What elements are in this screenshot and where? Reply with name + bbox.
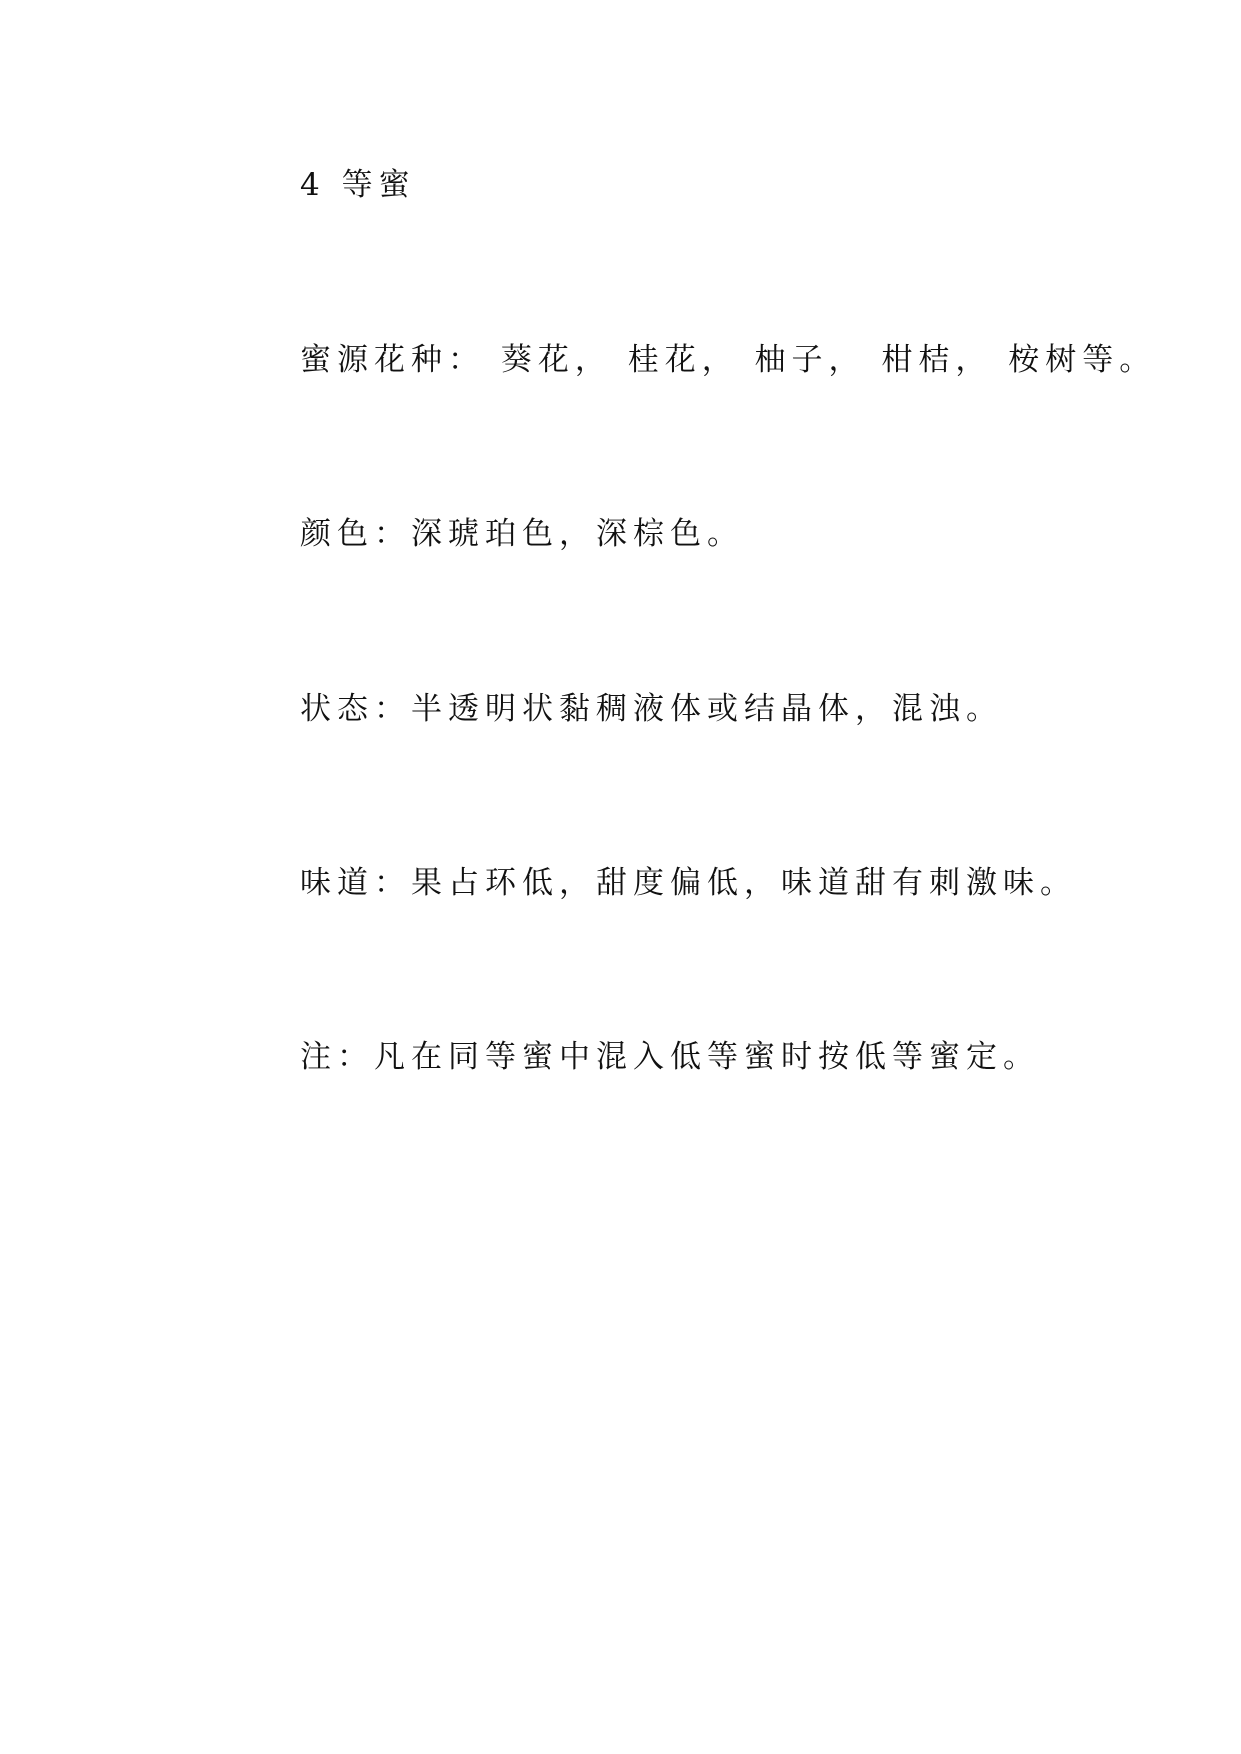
- nectar-source-line: 蜜源花种： 葵花， 桂花， 柚子， 柑桔， 桉树等。: [300, 342, 1157, 378]
- note-line: 注：凡在同等蜜中混入低等蜜时按低等蜜定。: [300, 1039, 1040, 1075]
- color-line: 颜色：深琥珀色，深棕色。: [300, 516, 744, 552]
- state-line: 状态：半透明状黏稠液体或结晶体，混浊。: [300, 691, 1003, 727]
- taste-line: 味道：果占环低，甜度偏低，味道甜有刺激味。: [300, 865, 1077, 901]
- section-heading: 4 等蜜: [300, 167, 416, 203]
